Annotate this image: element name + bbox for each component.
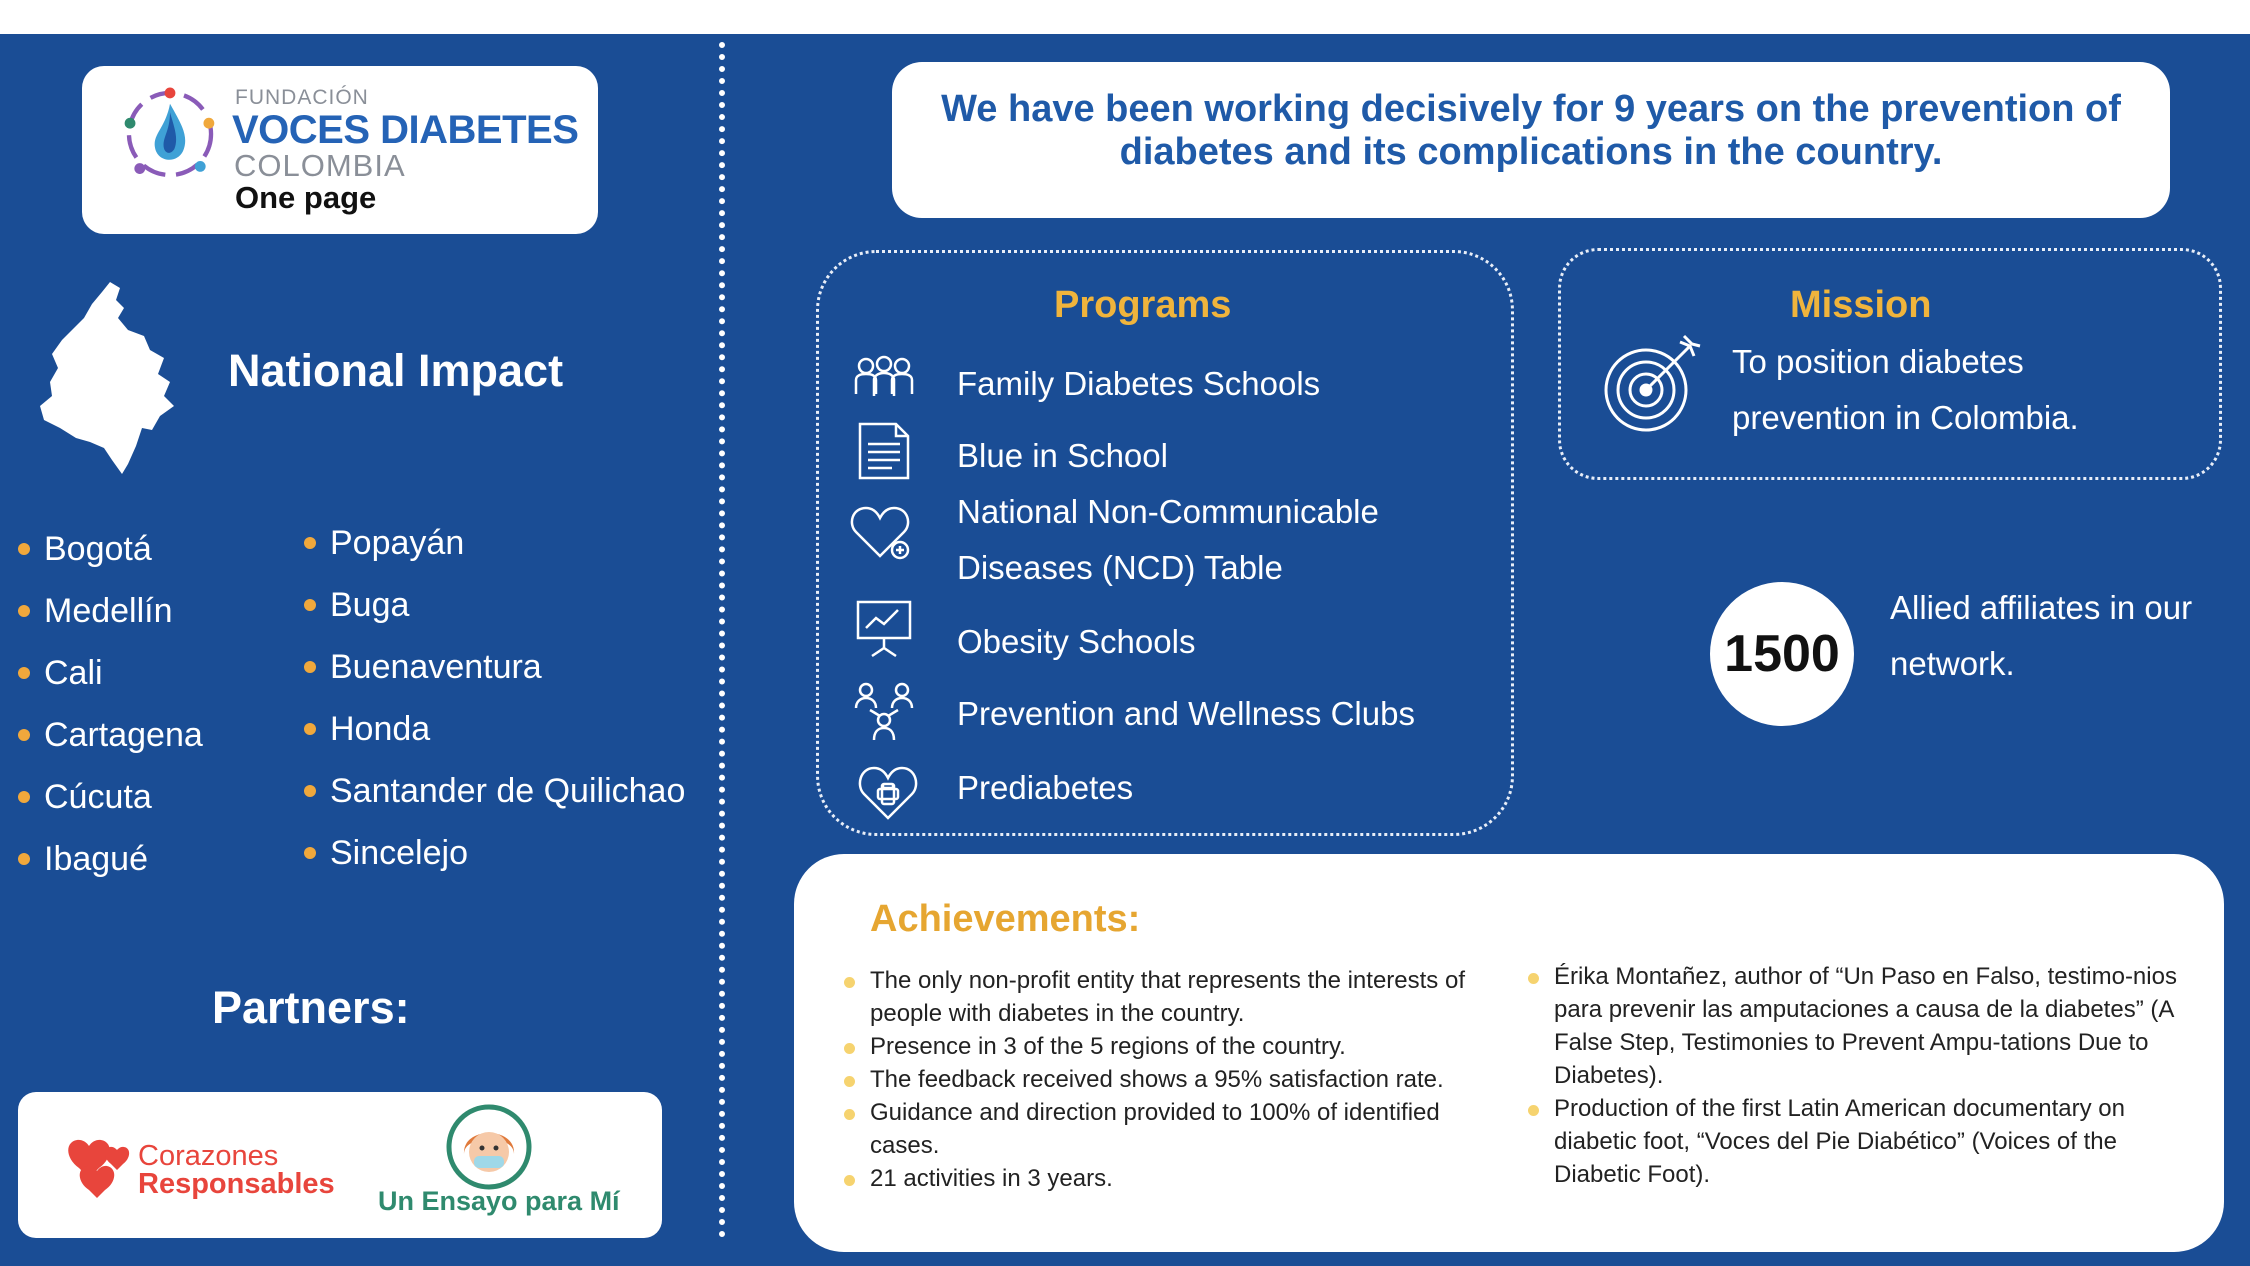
colombia-map-icon bbox=[32, 278, 182, 478]
city-label: Buga bbox=[330, 585, 410, 624]
mission-title: Mission bbox=[1790, 284, 1932, 326]
bullet-icon bbox=[18, 605, 30, 617]
achievements-list-left bbox=[844, 964, 1480, 1195]
target-icon bbox=[1600, 332, 1704, 436]
city-item bbox=[18, 828, 203, 890]
ensayo-face-icon bbox=[446, 1104, 532, 1190]
city-label: Cartagena bbox=[44, 715, 203, 754]
affiliates-count-circle bbox=[1710, 582, 1854, 726]
bullet-icon bbox=[18, 791, 30, 803]
bullet-icon bbox=[304, 661, 316, 673]
achievements-list-right bbox=[1528, 960, 2178, 1191]
presentation-icon bbox=[852, 596, 916, 660]
bullet-icon bbox=[304, 785, 316, 797]
city-item bbox=[304, 512, 685, 574]
city-label: Medellín bbox=[44, 591, 173, 630]
city-item bbox=[304, 574, 685, 636]
corazones-label-1: Corazones bbox=[138, 1140, 279, 1172]
bullet-icon bbox=[304, 599, 316, 611]
partners-title: Partners: bbox=[212, 982, 410, 1033]
city-label: Cúcuta bbox=[44, 777, 152, 816]
city-label: Honda bbox=[330, 709, 431, 748]
partners-card bbox=[18, 1092, 662, 1238]
affiliates-text: Allied affiliates in our network. bbox=[1890, 589, 2193, 682]
family-icon bbox=[852, 350, 916, 414]
city-item bbox=[18, 642, 203, 704]
document-icon bbox=[852, 418, 916, 482]
heart-hand-icon bbox=[848, 500, 912, 564]
headline-card bbox=[892, 62, 2170, 218]
headline-text: We have been working decisively for 9 years on the prevention of diabetes and its complications in the country. bbox=[941, 88, 2121, 173]
city-item bbox=[304, 760, 685, 822]
program-label: Prevention and Wellness Clubs bbox=[957, 695, 1415, 732]
program-label: Obesity Schools bbox=[957, 623, 1196, 660]
logo-subtitle: One page bbox=[235, 180, 377, 215]
logo-name: VOCES DIABETES bbox=[232, 108, 579, 152]
achievement-item: 21 activities in 3 years. bbox=[844, 1162, 1480, 1195]
bullet-icon bbox=[304, 723, 316, 735]
program-label: Prediabetes bbox=[957, 769, 1134, 806]
corazones-label-2: Responsables bbox=[138, 1168, 335, 1200]
bullet-icon bbox=[304, 847, 316, 859]
bullet-icon bbox=[304, 537, 316, 549]
program-label: National Non-Communicable Diseases (NCD) Table bbox=[957, 493, 1379, 586]
achievement-item: Production of the first Latin American documentary on diabetic foot, “Voces del Pie Diabético” (Voices of the Diabetic Foot). bbox=[1528, 1092, 2178, 1191]
affiliates-count: 1500 bbox=[1724, 625, 1840, 683]
bullet-icon bbox=[18, 729, 30, 741]
programs-title: Programs bbox=[1054, 284, 1232, 326]
bullet-icon bbox=[18, 543, 30, 555]
city-item bbox=[304, 636, 685, 698]
ensayo-label: Un Ensayo para Mí bbox=[378, 1186, 620, 1216]
city-list-right bbox=[304, 512, 685, 884]
national-impact-title: National Impact bbox=[228, 345, 564, 396]
city-item bbox=[304, 698, 685, 760]
achievements-title: Achievements: bbox=[870, 898, 1141, 940]
heart-plus-icon bbox=[856, 760, 920, 824]
city-label: Ibagué bbox=[44, 839, 148, 878]
city-label: Bogotá bbox=[44, 529, 152, 568]
bullet-icon bbox=[18, 667, 30, 679]
program-label: Family Diabetes Schools bbox=[957, 365, 1321, 402]
mission-text: To position diabetes prevention in Colombia. bbox=[1732, 343, 2079, 436]
top-white-bar bbox=[0, 0, 2250, 34]
logo-country: COLOMBIA bbox=[234, 148, 406, 183]
achievements-card bbox=[794, 854, 2224, 1252]
dotted-divider bbox=[719, 42, 725, 1238]
group-network-icon bbox=[852, 680, 916, 744]
bullet-icon bbox=[18, 853, 30, 865]
achievement-item: The feedback received shows a 95% satisfaction rate. bbox=[844, 1063, 1480, 1096]
city-label: Buenaventura bbox=[330, 647, 542, 686]
program-label: Blue in School bbox=[957, 437, 1168, 474]
city-item bbox=[18, 518, 203, 580]
achievement-item: The only non-profit entity that represents the interests of people with diabetes in the country. bbox=[844, 964, 1480, 1030]
voces-diabetes-logo-icon bbox=[116, 80, 224, 188]
city-label: Popayán bbox=[330, 523, 465, 562]
logo-card bbox=[82, 66, 598, 234]
corazones-hearts-icon bbox=[58, 1128, 140, 1204]
achievement-item: Guidance and direction provided to 100% of identified cases. bbox=[844, 1096, 1480, 1162]
achievement-item: Érika Montañez, author of “Un Paso en Falso, testimo-nios para prevenir las amputaciones a causa de la diabetes” (A False Step, Testimonies to Prevent Ampu-tations Due to Diabetes). bbox=[1528, 960, 2178, 1092]
city-label: Cali bbox=[44, 653, 103, 692]
city-item bbox=[18, 766, 203, 828]
city-item bbox=[18, 704, 203, 766]
city-item bbox=[304, 822, 685, 884]
city-label: Sincelejo bbox=[330, 833, 468, 872]
achievement-item: Presence in 3 of the 5 regions of the country. bbox=[844, 1030, 1480, 1063]
city-label: Santander de Quilichao bbox=[330, 771, 686, 810]
logo-small-text: FUNDACIÓN bbox=[235, 86, 369, 109]
city-list-left bbox=[18, 518, 203, 890]
city-item bbox=[18, 580, 203, 642]
